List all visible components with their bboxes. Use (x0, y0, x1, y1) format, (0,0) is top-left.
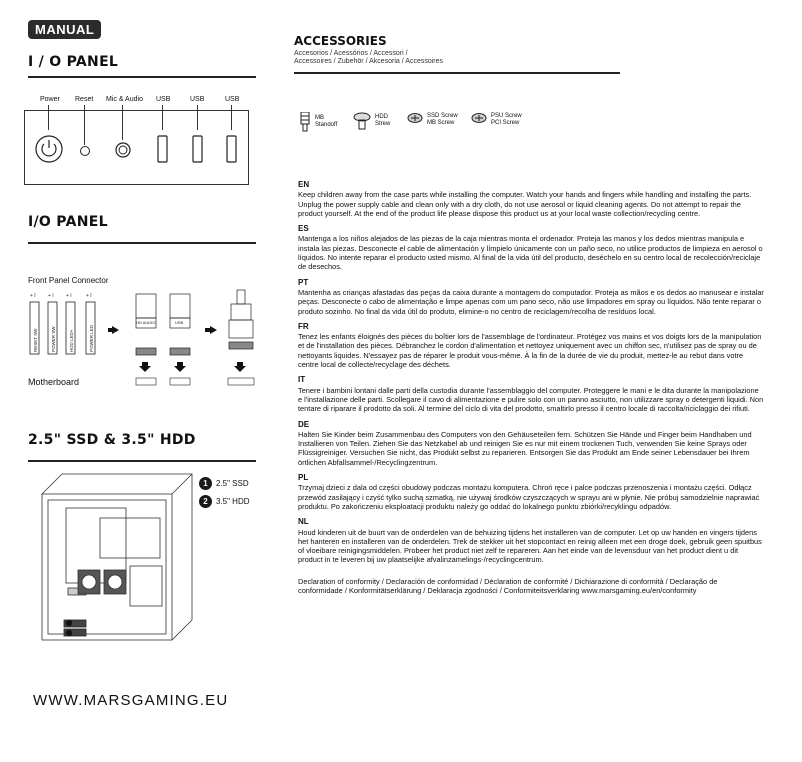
lang-block-fr: FR Tenez les enfants éloignés des pièces du boîtier lors de l'assemblage de l'ordinateur. Protégez vos mains et vos doigts lors de la manipulation et de l'installation des pièces. Débranchez le cordon d'alimentation et nettoyez uniquement avec un chiffon sec, n'utilisez pas de spray ou de nettoyants liquides. N'essayez pas de réparer le produit vous-même. À la fin de la durée de vie du produit, mettez-le au rebut dans votre centre local de collecte/recyclage des déchets. (298, 321, 762, 370)
safety-instructions (298, 180, 764, 595)
io-panel-title-2: I/O PANEL (28, 214, 108, 230)
fan-icon (78, 570, 126, 594)
pin-label: POWER SW (51, 326, 56, 352)
header-label: HD AUDIO (136, 320, 156, 325)
front-panel-diagram (24, 288, 264, 388)
svg-text:+ I: + I (48, 293, 54, 299)
io-label-power: Power (40, 96, 60, 103)
pin-label: RESET SW (33, 328, 38, 352)
accessory-mb-standoff: MB Standoff (298, 112, 337, 132)
pin-connectors (30, 293, 95, 354)
motherboard-pins (136, 378, 254, 385)
divider (294, 72, 620, 74)
arrow-down-icon (139, 362, 246, 372)
lang-block-it: IT Tenere i bambini lontani dalle parti della custodia durante l'assemblaggio del computer. Proteggere le mani e le dita durante la manipolazione e l'installazione delle parti. Scollegare il cavo di alimentazione e pulire solo con un panno asciutto, non utilizzare spray o detergenti liquidi. Non tentare di riparare il prodotto da soli. Al termine del ciclo di vita del prodotto, smaltirlo presso il centro locale di raccolta/riciclaggio dei rifiuti. (298, 375, 764, 414)
lang-block-es: ES Mantenga a los niños alejados de las piezas de la caja mientras monta el ordenador. Proteja las manos y los dedos mientras manipula e instala las piezas. Desconecte el cable de alimentación y límpielo únicamente con un paño seco, no utilice productos de limpieza en aerosol o líquidos. No intente reparar el producto usted mismo. Al final de la vida útil del producto, deséchelo en su centro local de recolección/reciclaje de desechos. (298, 224, 763, 272)
reset-button-icon (81, 147, 90, 156)
drive-bay-icon (64, 620, 86, 636)
io-label-usb: USB (190, 96, 205, 103)
conformity-declaration[interactable]: Declaration of conformity / Declaración de conformidad / Déclaration de conformité / Dichiarazione di conformità / Declaração de conformidade / Konformitätserklärung / Deklaracja zgodności / Conformiteitsverklaring www.marsgaming.eu/en/conformity (298, 576, 718, 595)
front-panel-label: Front Panel Connector (28, 276, 109, 285)
io-label-reset: Reset (75, 96, 94, 103)
pin-label: HDD LED+ (69, 329, 74, 352)
accessory-hdd-screw: HDD Strew (352, 112, 390, 130)
mb-standoff-icon (298, 112, 312, 132)
io-label-audio: Mic & Audio (106, 96, 143, 103)
case-diagram (38, 470, 196, 645)
usb-port-icon (227, 136, 236, 162)
pin-label: POWER LED (89, 324, 94, 352)
svg-text:+ I: + I (86, 293, 92, 299)
connector-plug (229, 290, 253, 349)
audio-jack-icon (116, 143, 130, 157)
divider (28, 76, 256, 78)
io-label-usb: USB (225, 96, 240, 103)
io-panel-diagram (24, 110, 249, 185)
svg-text:+ I: + I (30, 293, 36, 299)
legend-number: 1 (199, 477, 212, 490)
legend-item (199, 477, 249, 490)
header-label: USB (175, 320, 184, 325)
legend-item (199, 495, 250, 508)
lang-block-pt: PT Mantenha as crianças afastadas das peças da caixa durante a montagem do computador. Proteja as mãos e os dedos ao manusear e instalar peças. Desconecte o cabo de alimentação e limpe apenas com um pano seco, não use limpadores em spray ou líquidos. Não tente reparar o produto sozinho. No final da vida útil do produto, elimine-o no centro de reciclagem/recolha de resíduos local. (298, 277, 764, 316)
svg-text:+ I: + I (66, 293, 72, 299)
legend-label: 2.5" SSD (216, 479, 249, 488)
lang-block-pl: PL Trzymaj dzieci z dala od części obudowy podczas montażu komputera. Chroń ręce i palce podczas przenoszenia i montażu części. Odłącz przewód zasilający i czyść tylko suchą szmatką, nie używaj środków czyszczących w sprayu ani w płynie. Nie próbuj samodzielnie naprawiać produktu. Po zakończeniu eksploatacji produktu należy go oddać do lokalnego punktu zbiórki/recyklingu odpadów. (298, 473, 760, 511)
legend-number: 2 (199, 495, 212, 508)
io-panel-title: I / O PANEL (28, 54, 119, 70)
power-icon (36, 136, 62, 162)
divider (28, 242, 256, 244)
io-label-usb: USB (156, 96, 171, 103)
hdd-screw-icon (352, 112, 372, 130)
manual-badge: MANUAL (28, 20, 101, 39)
motherboard-label: Motherboard (28, 377, 80, 387)
psu-screw-icon (470, 112, 488, 128)
drive-title: 2.5" SSD & 3.5" HDD (28, 432, 196, 448)
divider (28, 460, 256, 462)
accessory-psu-screw: PSU Screw PCI Screw (470, 112, 522, 128)
lang-block-en: EN Keep children away from the case parts while installing the computer. Watch your hands and fingers while handling and installing the parts. Unplug the power supply cable and clean only with a dry cloth, do not use aerosol or liquid cleaning agents. Do not attempt to repair the product yourself. At the end of the product life please dispose this product us at your local waste collection/recycling centre. (298, 180, 752, 218)
website-url[interactable]: WWW.MARSGAMING.EU (33, 692, 229, 709)
ssd-screw-icon (406, 112, 424, 128)
accessory-ssd-screw: SSD Screw MB Screw (406, 112, 458, 128)
legend-label: 3.5" HDD (216, 497, 250, 506)
arrow-right-icon (210, 326, 217, 334)
lang-block-nl: NL Houd kinderen uit de buurt van de onderdelen van de behuizing tijdens het installeren van de computer. Let op uw handen en vingers tijdens het hanteren en installeren van de onderdelen. Trek de stekker uit het stopcontact en reinig alleen met een droge doek, gebruik geen spuitbus of vloeibare reinigingsmiddelen. Probeer het product niet zelf te repareren. Aan het einde van de levensduur van het product dient u dit product in te leveren bij uw plaatselijke afvalinzamelings-/recyclingcentrum. (298, 517, 762, 565)
usb-port-icon (193, 136, 202, 162)
arrow-right-icon (112, 326, 119, 334)
accessories-title: ACCESSORIES (294, 34, 387, 48)
lang-block-de: DE Halten Sie Kinder beim Zusammenbau des Computers von den Gehäuseteilen fern. Schützen Sie Hände und Finger beim Handhaben und Installieren von Teilen. Ziehen Sie das Netzkabel ab und reinigen Sie es nur mit einem trockenen Tuch, verwenden Sie keine Sprays oder Flüssigreiniger. Versuchen Sie nicht, das Produkt selbst zu reparieren. Entsorgen Sie das Produkt am Ende seiner Lebensdauer bei Ihrem örtlichen Abfallsammel-/Recyclingzentrum. (298, 419, 752, 467)
accessories-subtitle: Accesorios / Acessórios / Accessori / Accessoires / Zubehör / Akcesoria / Accessoires (294, 50, 444, 65)
usb-port-icon (158, 136, 167, 162)
